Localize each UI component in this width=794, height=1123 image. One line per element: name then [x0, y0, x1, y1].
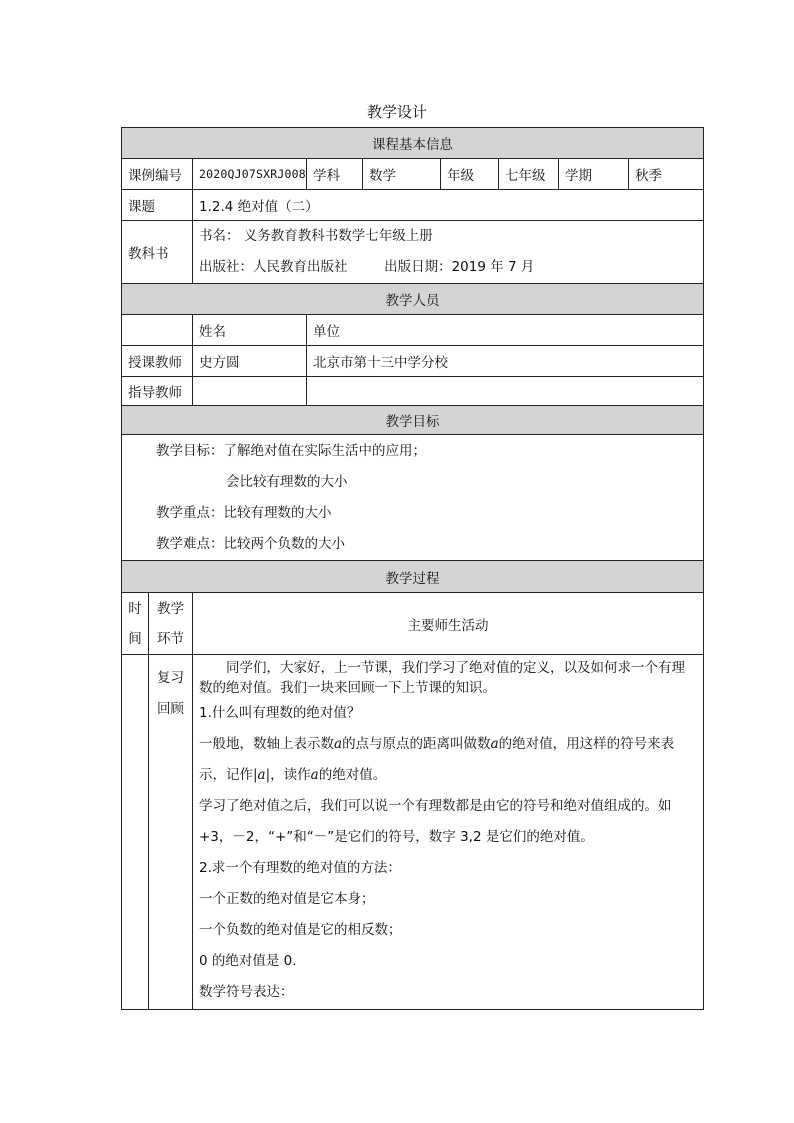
- def-var-2: a: [490, 736, 499, 752]
- def-text-b: 的点与原点的距离叫做数: [342, 736, 491, 752]
- textbook-publisher-row: [199, 252, 697, 283]
- question-1: 1.什么叫有理数的绝对值？: [199, 705, 361, 721]
- def-text-d: ，读作: [270, 767, 311, 783]
- basic-info-header: 课程基本信息: [122, 128, 704, 159]
- topic-value: 1.2.4 绝对值（二）: [193, 190, 704, 221]
- teacher-unit: 北京市第十三中学分校: [307, 346, 704, 377]
- rule-negative: 一个负数的绝对值是它的相反数；: [199, 922, 402, 938]
- rule-positive: 一个正数的绝对值是它本身；: [199, 891, 375, 907]
- subject-label: 学科: [307, 159, 363, 190]
- def-text-a: 一般地，数轴上表示数: [199, 736, 334, 752]
- textbook-info: [193, 221, 704, 284]
- math-expression-label: 数学符号表达：: [199, 984, 294, 1000]
- def-var-1: a: [334, 736, 343, 752]
- mentor-label: 指导教师: [122, 377, 193, 406]
- case-no-value: 2020QJ07SXRJ008: [193, 159, 307, 190]
- case-no-label: 课例编号: [122, 159, 193, 190]
- staff-col-name: 姓名: [193, 315, 307, 346]
- term-label: 学期: [559, 159, 629, 190]
- stage-review: 复习回顾: [149, 655, 193, 1010]
- key-point-line: 教学重点：比较有理数的大小: [156, 504, 332, 521]
- col-activity-header: 主要师生活动: [193, 593, 704, 655]
- question-2: 2.求一个有理数的绝对值的方法：: [199, 860, 401, 876]
- page-title: 教学设计: [366, 103, 427, 121]
- difficulty-line: 教学难点：比较两个负数的大小: [156, 535, 345, 552]
- def-text-c: 的绝对值，用这样的符号来表示，记作: [199, 736, 675, 783]
- textbook-name: 书名： 义务教育教科书数学七年级上册: [199, 228, 433, 244]
- def-var-3: a: [310, 767, 319, 783]
- definition-paragraph: [199, 729, 697, 791]
- textbook-label: 教科书: [122, 221, 193, 284]
- col-stage-header: 教学环节: [149, 593, 193, 655]
- topic-label: 课题: [122, 190, 193, 221]
- def-text-e: 的绝对值。: [318, 767, 387, 783]
- col-time-header: 时间: [122, 593, 149, 655]
- staff-header: 教学人员: [122, 284, 704, 315]
- grade-value: 七年级: [499, 159, 559, 190]
- def-abs-notation: |a|: [253, 767, 271, 783]
- sign-abs-paragraph: 学习了绝对值之后，我们可以说一个有理数都是由它的符号和绝对值组成的。如+3，－2，“+”和“－”是它们的符号，数字 3,2 是它们的绝对值。: [199, 798, 672, 845]
- goals-header: 教学目标: [122, 406, 704, 435]
- time-cell: [122, 655, 149, 1010]
- rule-zero: 0 的绝对值是 0.: [199, 953, 297, 969]
- term-value: 秋季: [629, 159, 704, 190]
- staff-blank-cell: [122, 315, 193, 346]
- goal-line-2: 会比较有理数的大小: [226, 473, 348, 490]
- teacher-name: 史方圆: [193, 346, 307, 377]
- subject-value: 数学: [363, 159, 441, 190]
- process-header: 教学过程: [122, 561, 704, 593]
- lesson-plan-table: [121, 127, 704, 1010]
- intro-paragraph: 同学们，大家好，上一节课，我们学习了绝对值的定义，以及如何求一个有理数的绝对值。我们一块来回顾一下上节课的知识。: [199, 660, 685, 696]
- goals-content: [122, 435, 704, 561]
- goal-line-1: 教学目标：了解绝对值在实际生活中的应用；: [156, 442, 426, 459]
- textbook-date: 出版日期：2019 年 7 月: [384, 259, 535, 275]
- teacher-label: 授课教师: [122, 346, 193, 377]
- mentor-name: [193, 377, 307, 406]
- activity-cell: [193, 655, 704, 1010]
- textbook-publisher: 出版社：人民教育出版社: [199, 259, 348, 275]
- grade-label: 年级: [441, 159, 499, 190]
- staff-col-unit: 单位: [307, 315, 704, 346]
- mentor-unit: [307, 377, 704, 406]
